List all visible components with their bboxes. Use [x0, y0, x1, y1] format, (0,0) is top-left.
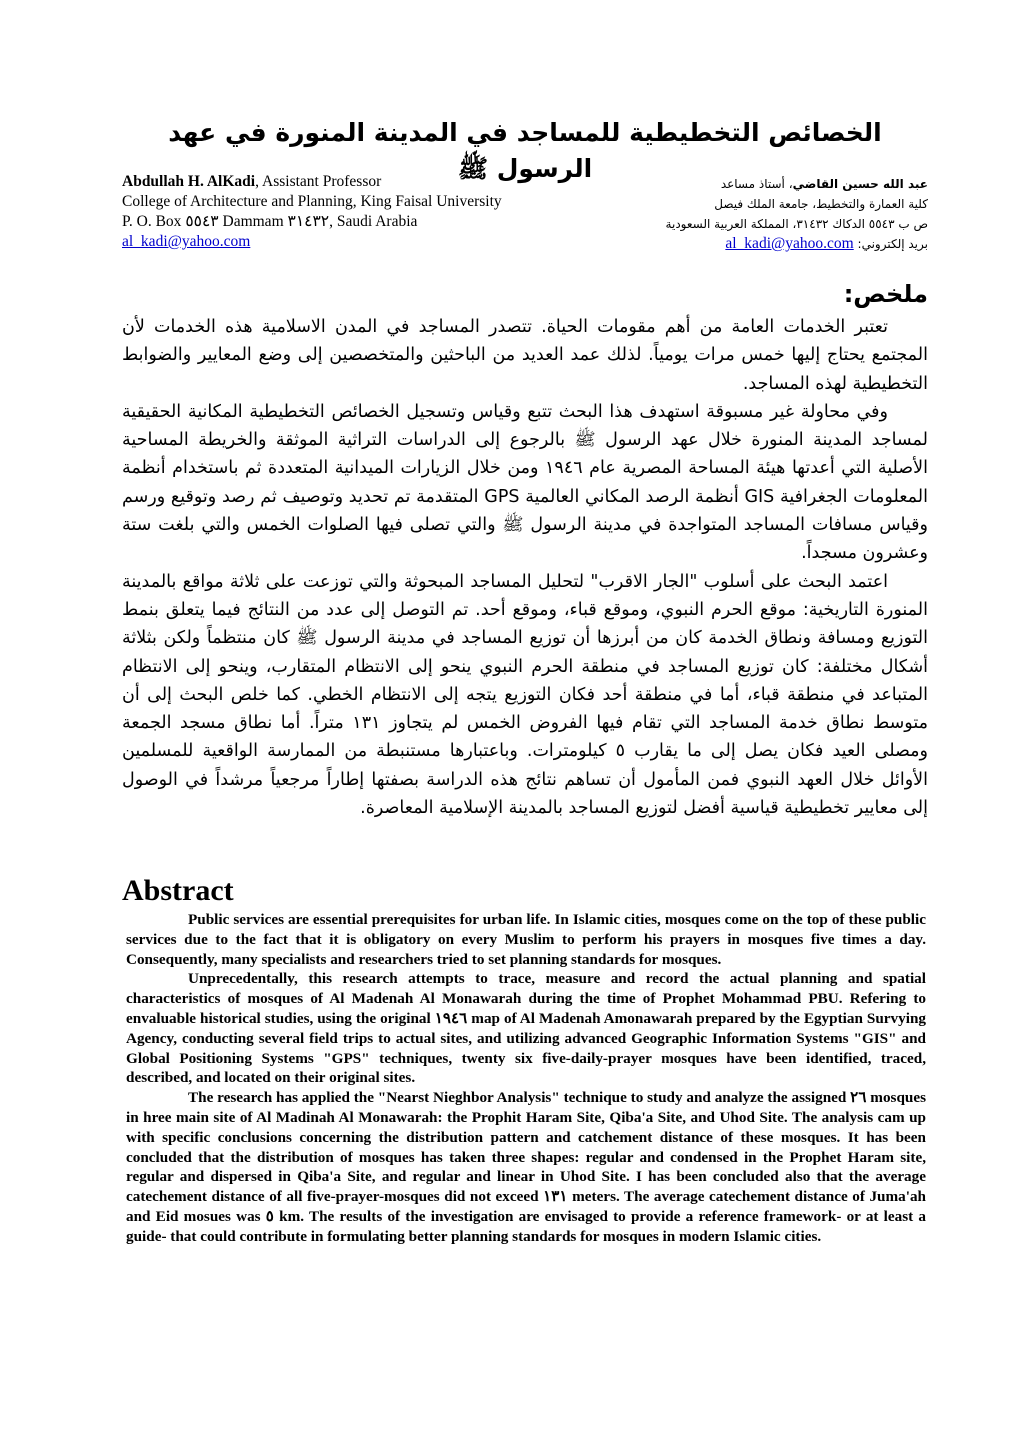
abstract-body [126, 910, 926, 1247]
arabic-paragraph: وفي محاولة غير مسبوقة استهدف هذا البحث تتبع وقياس وتسجيل الخصائص التخطيطية المكانية الحقيقية لمساجد المدينة المنورة خلال عهد الرسول ﷺ بالرجوع إلى الدراسات التراثية الموثقة والخريطة المساحية الأصلية التي أعدتها هيئة المساحة المصرية عام ١٩٤٦ ومن خلال الزيارات الميدانية المتعددة ثم باستخدام أنظمة المعلومات الجغرافية GIS أنظمة الرصد المكاني العالمية GPS المتقدمة تم تحديد وتوصيف ثم رصد وتوقيع ورسم وقياس مسافات المساجد المتواجدة في مدينة الرسول ﷺ والتي تصلى فيها الصلوات الخمس والتي بلغت ستة وعشرون مسجداً. [122, 401, 928, 564]
author-email-link[interactable]: al_kadi@yahoo.com [122, 233, 251, 250]
abstract-paragraph: The research has applied the "Nearst Nieghbor Analysis" technique to study and analyze the assigned ٢٦ mosques in hree main site of Al Madinah Al Monawarah: the Prophit Haram Site, Qiba'a Site, and Uhod Site. The analysis cam up with specific conclusions concerning the distribution pattern and catchement distance of these mosques. It has been concluded that the distribution of mosques has taken three shapes: regular and condensed in the Prophet Haram site, regular and dispersed in Qiba'a Site, and regular and linear in Uhod Site. I has been concluded also that the average catechement distance of all five-prayer-mosques did not exceed ١٣١ meters. The average catechement distance of Juma'ah and Eid mosues was ٥ km. The results of the investigation are envisaged to provide a reference framework- or at least a guide- that could contribute in formulating better planning standards for mosques in modern Islamic cities. [126, 1089, 927, 1245]
author-address: P. O. Box ٥٥٤٣ Dammam ٣١٤٣٢, Saudi Arabia [122, 213, 418, 230]
author-affiliation: College of Architecture and Planning, King Faisal University [122, 193, 502, 210]
arabic-abstract-heading: ملخص: [843, 280, 928, 308]
author-line-arabic [548, 174, 928, 194]
abstract-paragraph: Unprecedentally, this research attempts to trace, measure and record the actual planning and spatial characteristics of mosques of Al Madenah Al Monawarah during the time of Prophet Mohammad PBU. Refering to envaluable historical studies, using the original ١٩٤٦ map of Al Madenah Amonawarah prepared by the Egyptian Survying Agency, conducting several field trips to actual sites, and utilizing advanced Geographic Information Systems "GIS" and Global Positioning Systems "GPS" techniques, twenty six five-daily-prayer mosques have been identified, traced, described, and located on their original sites. [126, 970, 926, 1087]
author-name: Abdullah H. AlKadi [122, 173, 256, 190]
arabic-abstract-body [122, 313, 928, 822]
author-position: , Assistant Professor [255, 173, 382, 190]
author-line [122, 172, 602, 192]
author-address-arabic: ص ب ٥٥٤٣ الدكاك ٣١٤٣٢، المملكة العربية السعودية [665, 217, 928, 231]
arabic-paragraph: اعتمد البحث على أسلوب "الجار الاقرب" لتحليل المساجد المبحوثة والتي توزعت على ثلاثة مواقع بالمدينة المنورة التاريخية: موقع الحرم النبوي، وموقع قباء، وموقع أحد. تم التوصل إلى عدد من النتائج فيما يتعلق بنمط التوزيع ومسافة ونطاق الخدمة كان من أبرزها أن توزيع المساجد في مدينة الرسول ﷺ كان منتظماً ولكن بثلاثة أشكال مختلفة: كان توزيع المساجد في منطقة الحرم النبوي ينحو إلى الانتظام المتقارب، وينحو إلى الانتظام المتباعد في منطقة قباء، أما في منطقة أحد فكان التوزيع يتجه إلى الانتظام الخطي. كما خلص البحث إلى أن متوسط نطاق خدمة المساجد التي تقام فيها الفروض الخمس لم يتجاوز ١٣١ متراً. أما نطاق مسجد الجمعة ومصلى العيد فكان يصل إلى ما يقارب ٥ كيلومترات. وباعتبارها مستنبطة من الممارسة الواقعية للمسلمين الأوائل خلال العهد النبوي فمن المأمول أن تساهم نتائج هذه الدراسة بصفتها إطاراً مرجعياً مرشداً في الوصول إلى معايير تخطيطية قياسية أفضل لتوزيع المساجد بالمدينة الإسلامية المعاصرة. [122, 571, 928, 819]
author-name-arabic: عبد الله حسين القاضي [792, 177, 928, 191]
author-block-english [122, 172, 602, 252]
email-label-arabic: بريد إلكتروني: [853, 237, 928, 251]
author-position-arabic: ، أستاذ مساعد [720, 177, 793, 191]
arabic-paragraph: تعتبر الخدمات العامة من أهم مقومات الحياة. تتصدر المساجد في المدن الاسلامية هذه الخدمات لأن المجتمع يحتاج إليها خمس مرات يومياً. لذلك عمد العديد من الباحثين والمتخصصين إلى وضع المعايير والضوابط التخطيطية لهذه المساجد. [122, 317, 928, 394]
author-block-arabic [548, 174, 928, 254]
abstract-paragraph: Public services are essential prerequisites for urban life. In Islamic cities, mosques come on the top of these public services due to the fact that it is obligatory on every Muslim to perform his prayers in mosques five times a day. Consequently, many specialists and researchers tried to set planning standards for mosques. [126, 911, 926, 968]
author-affiliation-arabic: كلية العمارة والتخطيط، جامعة الملك فيصل [714, 197, 928, 211]
author-email-link-arabic[interactable]: al_kadi@yahoo.com [725, 235, 854, 252]
author-email-line-arabic [548, 234, 928, 254]
paper-title-arabic: الخصائص التخطيطية للمساجد في المدينة المنورة في عهد الرسول ﷺ [168, 117, 882, 183]
abstract-heading: Abstract [122, 874, 234, 907]
